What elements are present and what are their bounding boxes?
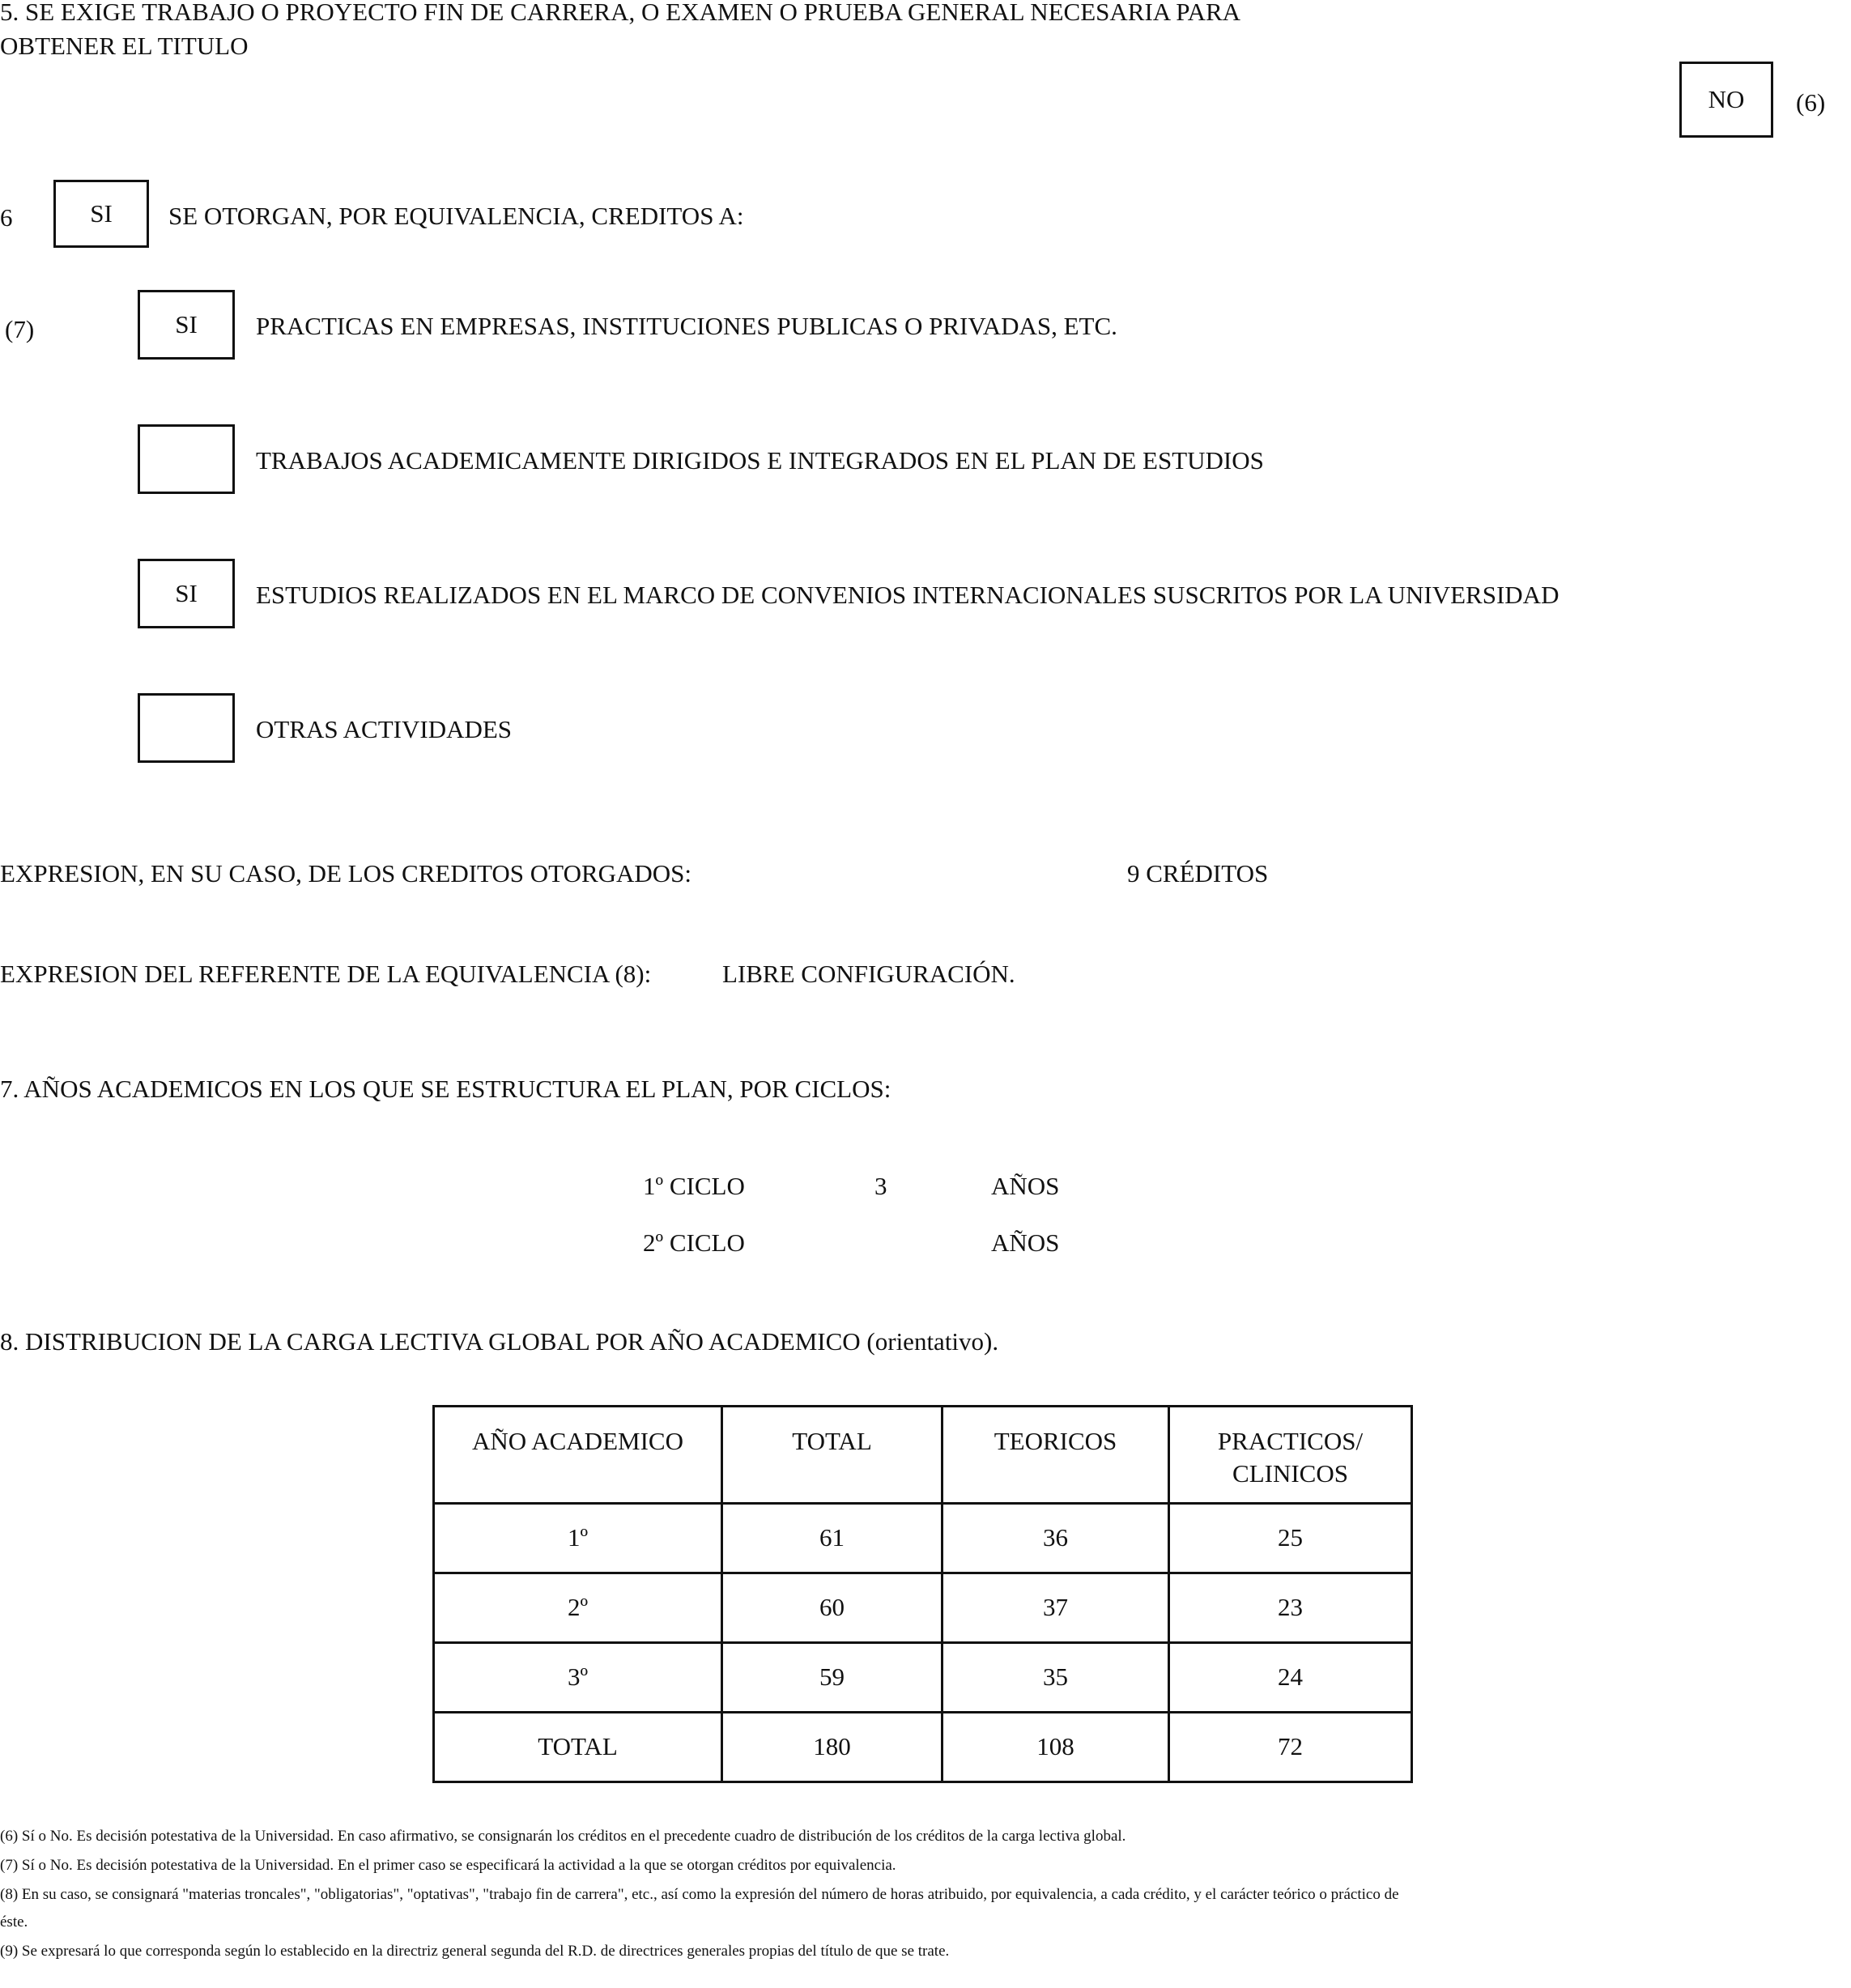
option-box-trabajos[interactable] bbox=[138, 424, 235, 494]
section5-question-line1: 5. SE EXIGE TRABAJO O PROYECTO FIN DE CARRERA, O EXAMEN O PRUEBA GENERAL NECESARIA PARA bbox=[0, 0, 1241, 26]
cycle2-label: 2º CICLO bbox=[643, 1228, 745, 1257]
footnote-6: (6) Sí o No. Es decisión potestativa de la Universidad. En caso afirmativo, se consignarán los créditos en el precedente cuadro de distribución de los créditos de la carga lectiva global. bbox=[0, 1828, 1126, 1845]
footnote-9: (9) Se expresará lo que corresponda según lo establecido en la directriz general segunda del R.D. de directrices generales propias del título de que se trate. bbox=[0, 1943, 950, 1960]
header-practice-label: PRACTICOS/ CLINICOS bbox=[1217, 1427, 1364, 1488]
cell-total: 180 bbox=[722, 1713, 943, 1782]
header-practice bbox=[1169, 1407, 1412, 1504]
option-label-convenios: ESTUDIOS REALIZADOS EN EL MARCO DE CONVENIOS INTERNACIONALES SUSCRITOS POR LA UNIVERSIDAD bbox=[256, 581, 1560, 609]
cell-theory: 108 bbox=[943, 1713, 1169, 1782]
cell-total: 60 bbox=[722, 1573, 943, 1643]
cell-theory: 35 bbox=[943, 1643, 1169, 1713]
section5-question-line2: OBTENER EL TITULO bbox=[0, 32, 249, 60]
credit-load-table bbox=[432, 1405, 1413, 1783]
header-total: TOTAL bbox=[722, 1407, 943, 1504]
option-label-trabajos: TRABAJOS ACADEMICAMENTE DIRIGIDOS E INTEGRADOS EN EL PLAN DE ESTUDIOS bbox=[256, 446, 1264, 475]
section6-number: 6 bbox=[0, 203, 13, 232]
option-label-otras: OTRAS ACTIVIDADES bbox=[256, 715, 513, 743]
section6-answer-box[interactable]: SI bbox=[53, 180, 149, 248]
cell-theory: 37 bbox=[943, 1573, 1169, 1643]
header-year: AÑO ACADEMICO bbox=[434, 1407, 722, 1504]
table-header-row bbox=[434, 1407, 1412, 1504]
option-box-practicas[interactable]: SI bbox=[138, 290, 235, 360]
cell-practice: 23 bbox=[1169, 1573, 1412, 1643]
cell-theory: 36 bbox=[943, 1504, 1169, 1573]
cycle1-unit: AÑOS bbox=[991, 1172, 1060, 1200]
credits-label: EXPRESION, EN SU CASO, DE LOS CREDITOS OTORGADOS: bbox=[0, 859, 692, 888]
section5-footnote-ref: (6) bbox=[1796, 88, 1826, 117]
option-label-practicas: PRACTICAS EN EMPRESAS, INSTITUCIONES PUBLICAS O PRIVADAS, ETC. bbox=[256, 312, 1117, 340]
cell-year: 3º bbox=[434, 1643, 722, 1713]
table-row bbox=[434, 1573, 1412, 1643]
cell-practice: 72 bbox=[1169, 1713, 1412, 1782]
footnote-7: (7) Sí o No. Es decisión potestativa de la Universidad. En el primer caso se especificará la actividad a la que se otorgan créditos por equivalencia. bbox=[0, 1857, 896, 1874]
header-theory: TEORICOS bbox=[943, 1407, 1169, 1504]
footnote-8-continuation: éste. bbox=[0, 1914, 28, 1931]
referent-value: LIBRE CONFIGURACIÓN. bbox=[722, 960, 1015, 988]
section6-label: SE OTORGAN, POR EQUIVALENCIA, CREDITOS A: bbox=[168, 202, 744, 230]
cell-practice: 25 bbox=[1169, 1504, 1412, 1573]
option-box-otras[interactable] bbox=[138, 693, 235, 763]
cycle2-unit: AÑOS bbox=[991, 1228, 1060, 1257]
cell-practice: 24 bbox=[1169, 1643, 1412, 1713]
table-row bbox=[434, 1643, 1412, 1713]
referent-label: EXPRESION DEL REFERENTE DE LA EQUIVALENCIA (8): bbox=[0, 960, 652, 988]
cycle1-years: 3 bbox=[874, 1172, 887, 1200]
section8-title: 8. DISTRIBUCION DE LA CARGA LECTIVA GLOBAL POR AÑO ACADEMICO (orientativo). bbox=[0, 1327, 999, 1356]
table-total-row bbox=[434, 1713, 1412, 1782]
credits-value: 9 CRÉDITOS bbox=[1127, 859, 1269, 888]
cell-year: 2º bbox=[434, 1573, 722, 1643]
cell-total: 59 bbox=[722, 1643, 943, 1713]
table-row bbox=[434, 1504, 1412, 1573]
cycle1-label: 1º CICLO bbox=[643, 1172, 745, 1200]
footnote-8: (8) En su caso, se consignará "materias troncales", "obligatorias", "optativas", "trabajo fin de carrera", etc., así como la expresión del número de horas atribuido, por equivalencia, a cada crédito, y el carácter teórico o práctico de bbox=[0, 1886, 1399, 1903]
cell-year: TOTAL bbox=[434, 1713, 722, 1782]
section7-title: 7. AÑOS ACADEMICOS EN LOS QUE SE ESTRUCTURA EL PLAN, POR CICLOS: bbox=[0, 1075, 891, 1103]
section6-footnote-ref: (7) bbox=[5, 315, 35, 343]
cell-total: 61 bbox=[722, 1504, 943, 1573]
section5-answer-box[interactable]: NO bbox=[1679, 62, 1773, 138]
option-box-convenios[interactable]: SI bbox=[138, 559, 235, 628]
cell-year: 1º bbox=[434, 1504, 722, 1573]
